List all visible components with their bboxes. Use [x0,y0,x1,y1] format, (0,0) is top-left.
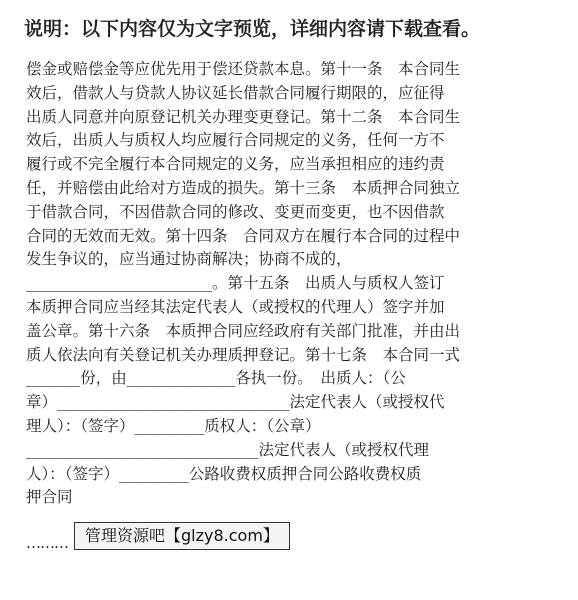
text-line: 效后，出质人与质权人均应履行合同规定的义务，任何一方不 [26,131,445,150]
site-badge-link[interactable]: 管理资源吧【glzy8.com】 [74,522,290,550]
text-line: 质人依法向有关登记机关办理质押登记。第十七条 本合同一式 [26,345,461,364]
ellipsis: ……… [26,534,68,552]
text-line: 发生争议的，应当通过协商解决；协商不成的， [26,250,352,269]
document-body [26,58,554,510]
text-line: 章）______________________________法定代表人（或授权代 [26,393,445,412]
text-line: 履行或不完全履行本合同规定的义务，应当承担相应的违约责 [26,155,445,174]
preview-notice: 说明：以下内容仅为文字预览，详细内容请下载查看。 [24,18,481,40]
text-line: 押合同 [26,488,73,507]
text-line: 于借款合同，不因借款合同的修改、变更而变更，也不因借款 [26,202,445,221]
text-line: 本质押合同应当经其法定代表人（或授权的代理人）签字并加 [26,297,445,316]
text-line: 出质人同意并向原登记机关办理变更登记。第十二条 本合同生 [26,107,461,126]
text-line: ______________________________法定代表人（或授权代理 [26,440,430,459]
text-line: 合同的无效而无效。第十四条 合同双方在履行本合同的过程中 [26,226,461,245]
text-line: ________________________。第十五条 出质人与质权人签订 [26,274,445,293]
text-line: 效后，借款人与贷款人协议延长借款合同履行期限的，应征得 [26,83,445,102]
text-line: 人）：（签字）_________公路收费权质押合同公路收费权质 [26,464,422,483]
text-line: 盖公章。第十六条 本质押合同应经政府有关部门批准，并由出 [26,321,461,340]
text-line: 任，并赔偿由此给对方造成的损失。第十三条 本质押合同独立 [26,178,461,197]
text-line: 理人）：（签字）_________质权人：（公章） [26,416,321,435]
text-line: _______份，由______________各执一份。 出质人：（公 [26,369,406,388]
text-line: 偿金或赔偿金等应优先用于偿还贷款本息。第十一条 本合同生 [26,60,461,78]
footer-row [26,524,290,552]
